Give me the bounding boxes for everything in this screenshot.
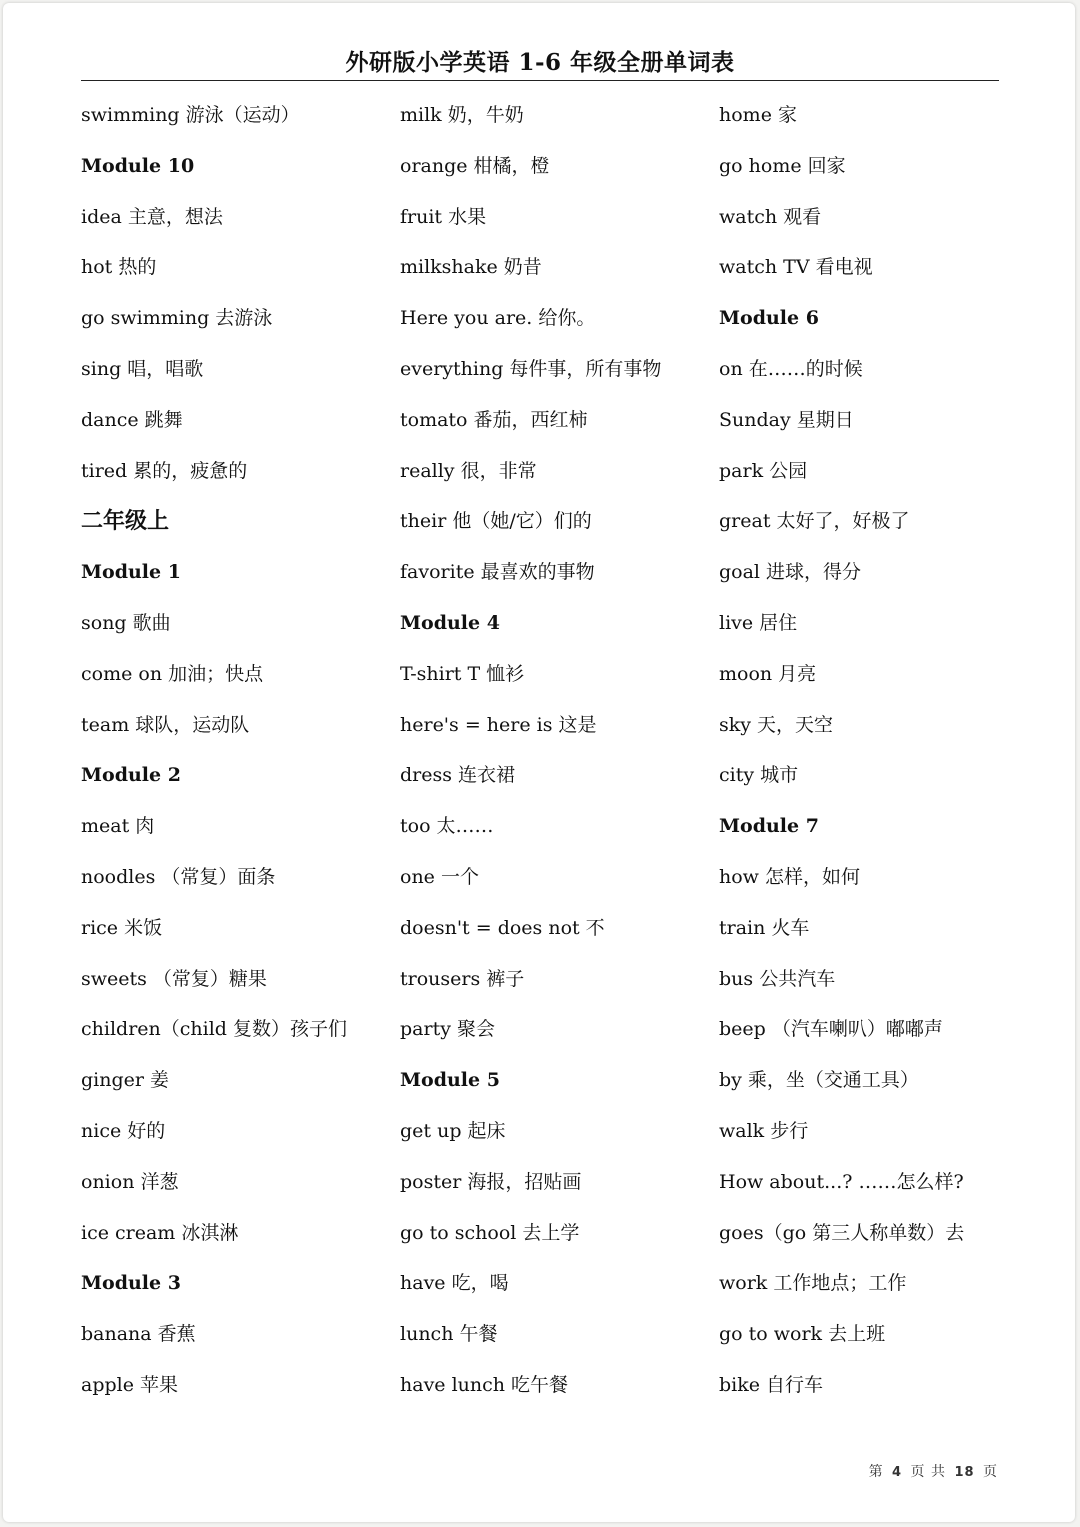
vocab-entry: bus 公共汽车 [719, 967, 836, 990]
vocab-entry: milkshake 奶昔 [400, 256, 542, 279]
vocab-entry: banana 香蕉 [81, 1323, 196, 1346]
vocab-entry: favorite 最喜欢的事物 [400, 561, 595, 584]
document-title: 外研版小学英语 1-6 年级全册单词表 [345, 49, 735, 76]
vocab-entry: lunch 午餐 [400, 1323, 498, 1346]
vocab-entry: How about...? ……怎么样? [719, 1170, 964, 1193]
vocab-entry: meat 肉 [81, 815, 155, 838]
vocab-entry: have lunch 吃午餐 [400, 1373, 569, 1396]
vocab-entry: Sunday 星期日 [719, 408, 854, 431]
vocab-entry: city 城市 [719, 764, 799, 787]
vocab-entry: team 球队，运动队 [81, 713, 250, 736]
module-heading: Module 10 [81, 154, 195, 177]
vocab-entry: party 聚会 [400, 1018, 495, 1041]
vocab-entry: tomato 番茄，西红柿 [400, 408, 588, 431]
vocab-entry: by 乘，坐（交通工具） [719, 1069, 919, 1092]
vocab-entry: beep （汽车喇叭）嘟嘟声 [719, 1018, 943, 1041]
vocab-entry: sky 天，天空 [719, 713, 834, 736]
vocab-entry: milk 奶，牛奶 [400, 104, 524, 126]
footer-prefix: 第 [868, 1464, 884, 1480]
vocab-entry: everything 每件事，所有事物 [400, 357, 662, 380]
vocab-entry: hot 热的 [81, 256, 157, 279]
vocab-entry: one 一个 [400, 865, 479, 888]
vocab-entry: have 吃，喝 [400, 1272, 509, 1295]
vocab-entry: moon 月亮 [719, 662, 817, 685]
vocab-entry: song 歌曲 [81, 611, 171, 634]
vocab-entry: live 居住 [719, 611, 798, 634]
vocab-entry: trousers 裤子 [400, 967, 525, 990]
vocab-entry: doesn't = does not 不 [400, 916, 605, 939]
module-heading: Module 6 [719, 307, 819, 330]
vocab-entry: ice cream 冰淇淋 [81, 1221, 239, 1244]
vocab-entry: watch TV 看电视 [719, 256, 873, 279]
vocab-entry: orange 柑橘，橙 [400, 154, 550, 177]
vocab-entry: home 家 [719, 104, 797, 126]
vocab-entry: Here you are. 给你。 [400, 307, 596, 330]
vocab-entry: park 公园 [719, 459, 808, 482]
vocab-entry: sing 唱，唱歌 [81, 357, 204, 380]
vocab-entry: great 太好了，好极了 [719, 510, 910, 533]
footer-suffix: 页 [983, 1464, 998, 1480]
vocab-entry: bike 自行车 [719, 1373, 824, 1396]
module-heading: Module 3 [81, 1272, 181, 1295]
vocab-entry: work 工作地点；工作 [719, 1272, 907, 1295]
vocab-entry: go swimming 去游泳 [81, 307, 273, 330]
vocab-entry: go to school 去上学 [400, 1221, 580, 1244]
vocab-entry: apple 苹果 [81, 1373, 179, 1396]
vocab-entry: fruit 水果 [400, 205, 487, 228]
vocab-entry: dance 跳舞 [81, 408, 183, 431]
word-column-3 [719, 102, 999, 1423]
vocab-entry: how 怎样，如何 [719, 865, 860, 888]
vocab-entry: idea 主意，想法 [81, 205, 223, 228]
vocab-entry: really 很，非常 [400, 459, 537, 482]
vocab-entry: rice 米饭 [81, 916, 163, 939]
vocab-entry: on 在……的时候 [719, 357, 863, 380]
vocab-entry: watch 观看 [719, 205, 822, 228]
module-heading: Module 5 [400, 1069, 500, 1092]
vocab-entry: poster 海报，招贴画 [400, 1170, 582, 1193]
vocab-entry: nice 好的 [81, 1119, 166, 1142]
module-heading: Module 2 [81, 764, 181, 787]
footer-middle: 页 共 [910, 1464, 946, 1480]
vocab-entry: dress 连衣裙 [400, 764, 516, 787]
vocab-entry: go home 回家 [719, 154, 846, 177]
vocab-entry: walk 步行 [719, 1119, 809, 1142]
vocab-entry: tired 累的，疲惫的 [81, 459, 248, 482]
vocab-entry: sweets （常复）糖果 [81, 967, 267, 990]
vocab-entry: swimming 游泳（运动） [81, 104, 300, 126]
title-divider [81, 80, 999, 81]
vocab-entry: noodles （常复）面条 [81, 865, 276, 888]
footer-page-number: 4 [892, 1465, 903, 1480]
word-column-2 [400, 102, 715, 1423]
vocab-entry: too 太…… [400, 815, 494, 838]
vocab-entry: here's = here is 这是 [400, 713, 597, 736]
vocab-entry: go to work 去上班 [719, 1323, 886, 1346]
module-heading: Module 7 [719, 815, 819, 838]
page-footer [869, 1461, 998, 1481]
vocab-entry: onion 洋葱 [81, 1170, 179, 1193]
vocab-entry: get up 起床 [400, 1119, 506, 1142]
vocab-entry: come on 加油；快点 [81, 662, 264, 685]
vocab-entry: ginger 姜 [81, 1069, 170, 1092]
vocab-entry: their 他（她/它）们的 [400, 510, 592, 533]
vocab-entry: goal 进球，得分 [719, 561, 862, 584]
word-column-1 [81, 102, 391, 1423]
vocab-entry: train 火车 [719, 916, 810, 939]
vocab-entry: children（child 复数）孩子们 [81, 1018, 347, 1041]
vocab-entry: goes（go 第三人称单数）去 [719, 1221, 965, 1244]
module-heading: Module 1 [81, 561, 181, 584]
footer-total-pages: 18 [954, 1465, 975, 1480]
grade-heading: 二年级上 [81, 508, 170, 535]
module-heading: Module 4 [400, 611, 500, 634]
vocab-entry: T-shirt T 恤衫 [400, 662, 525, 685]
